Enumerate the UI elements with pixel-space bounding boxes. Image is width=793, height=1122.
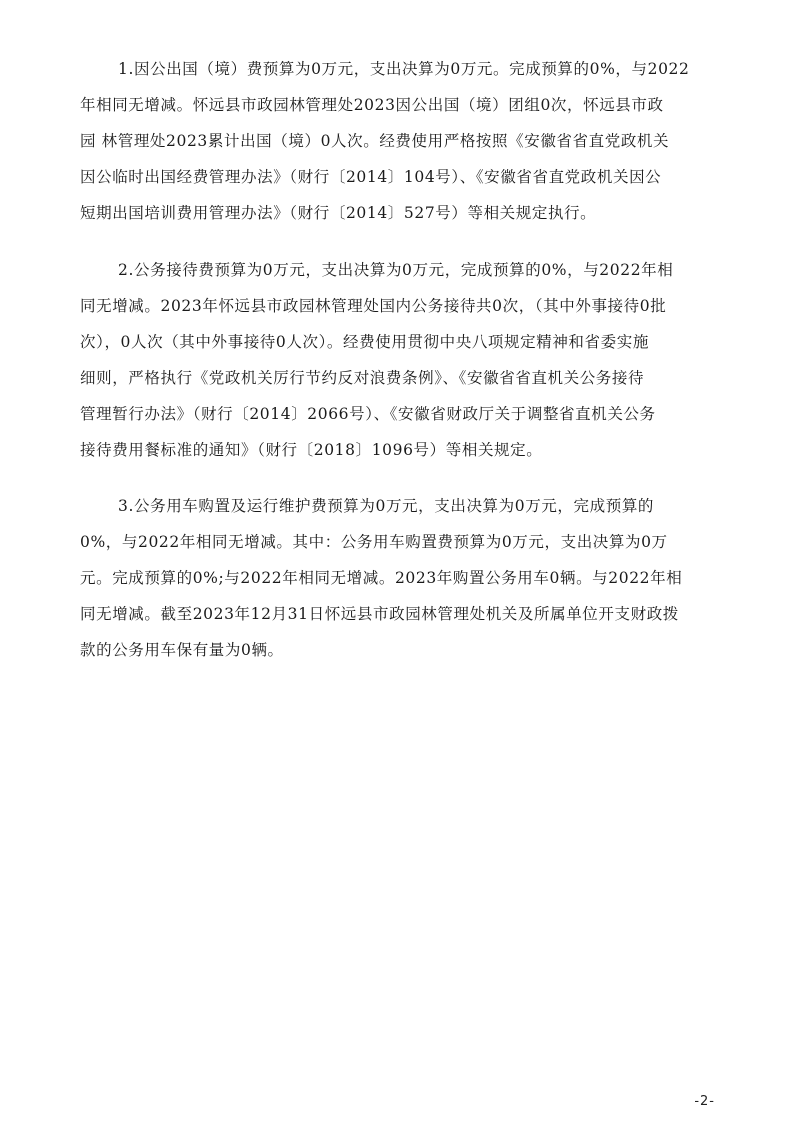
paragraph-line: 细则，严格执行《党政机关厉行节约反对浪费条例》、《安徽省省直机关公务接待 <box>80 369 645 387</box>
paragraph-line: 2.公务接待费预算为0万元，支出决算为0万元，完成预算的0%，与2022年相 <box>118 261 674 279</box>
paragraph-line: 因公临时出国经费管理办法》（财行〔2014〕104号）、《安徽省省直党政机关因公 <box>80 168 662 186</box>
paragraph-line: 1.因公出国（境）费预算为0万元，支出决算为0万元。完成预算的0%，与2022 <box>118 60 690 78</box>
paragraph-line: 园 林管理处2023累计出国（境）0人次。经费使用严格按照《安徽省省直党政机关 <box>80 132 670 150</box>
paragraph-line: 元。完成预算的0%;与2022年相同无增减。2023年购置公务用车0辆。与2022年相 <box>80 569 683 587</box>
paragraph-line: 同无增减。截至2023年12月31日怀远县市政园林管理处机关及所属单位开支财政拨 <box>80 605 679 623</box>
paragraph-line: 0%，与2022年相同无增减。其中：公务用车购置费预算为0万元，支出决算为0万 <box>80 533 668 551</box>
page-number: -2- <box>694 1094 715 1109</box>
paragraph-line: 短期出国培训费用管理办法》（财行〔2014〕527号）等相关规定执行。 <box>80 204 597 222</box>
paragraph-line: 同无增减。2023年怀远县市政园林管理处国内公务接待共0次，（其中外事接待0批 <box>80 297 667 315</box>
paragraph-line: 款的公务用车保有量为0辆。 <box>80 641 284 659</box>
paragraph-line: 管理暂行办法》（财行〔2014〕2066号）、《安徽省财政厅关于调整省直机关公务 <box>80 405 656 423</box>
paragraph-line: 3.公务用车购置及运行维护费预算为0万元，支出决算为0万元，完成预算的 <box>118 497 655 515</box>
paragraph-line: 接待费用餐标准的通知》（财行〔2018〕1096号）等相关规定。 <box>80 441 543 459</box>
paragraph-line: 年相同无增减。怀远县市政园林管理处2023因公出国（境）团组0次，怀远县市政 <box>80 96 664 114</box>
paragraph-line: 次），0人次（其中外事接待0人次）。经费使用贯彻中央八项规定精神和省委实施 <box>80 333 649 351</box>
